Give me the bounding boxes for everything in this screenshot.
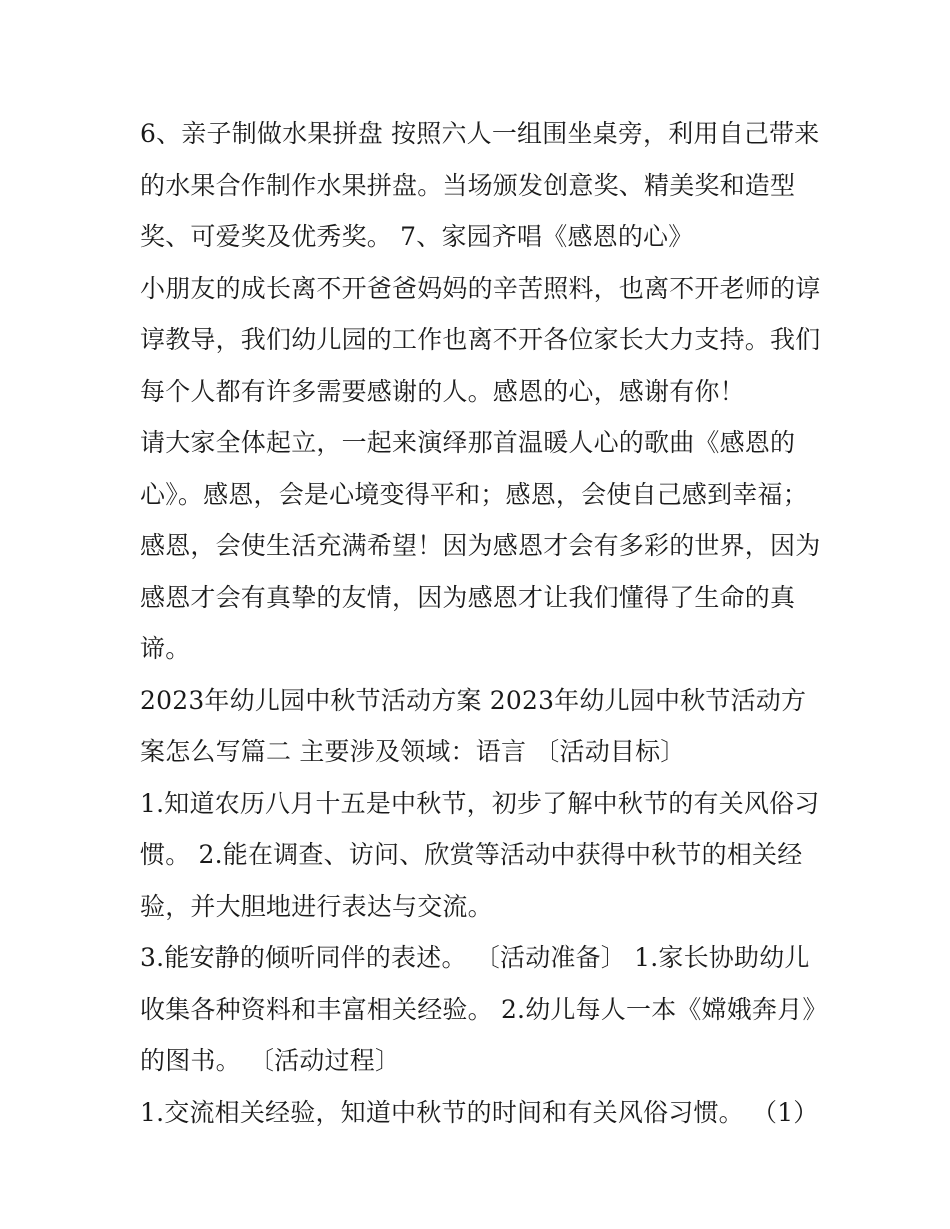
document-body [140, 108, 830, 1138]
paragraph-thanks: 小朋友的成长离不开爸爸妈妈的辛苦照料，也离不开老师的谆谆教导，我们幼儿园的工作也离不开各位家长大力支持。我们每个人都有许多需要感谢的人。感恩的心，感谢有你！ [140, 273, 821, 406]
paragraph-fruit-platter: 6、亲子制做水果拼盘 按照六人一组围坐桌旁，利用自己带来的水果合作制作水果拼盘。当场颁发创意奖、精美奖和造型奖、可爱奖及优秀奖。 7、家园齐唱《感恩的心》 [140, 119, 820, 251]
paragraph-song: 请大家全体起立，一起来演绎那首温暖人心的歌曲《感恩的心》。感恩，会是心境变得平和；感恩，会使自己感到幸福；感恩，会使生活充满希望！因为感恩才会有多彩的世界，因为感恩才会有真挚的友情，因为感恩才让我们懂得了生命的真谛。 [140, 428, 821, 663]
paragraph-goals: 1.知道农历八月十五是中秋节，初步了解中秋节的有关风俗习惯。 2.能在调查、访问、欣赏等活动中获得中秋节的相关经验，并大胆地进行表达与交流。 [140, 788, 820, 921]
paragraph-plan-title: 2023年幼儿园中秋节活动方案 2023年幼儿园中秋节活动方案怎么写篇二 主要涉及领域：语言 〔活动目标〕 [140, 685, 807, 766]
paragraph-preparation: 3.能安静的倾听同伴的表述。 〔活动准备〕 1.家长协助幼儿收集各种资料和丰富相关经验。 2.幼儿每人一本《嫦娥奔月》的图书。 〔活动过程〕 [140, 943, 828, 1075]
paragraph-process: 1.交流相关经验，知道中秋节的时间和有关风俗习惯。 （1） [140, 1097, 819, 1127]
